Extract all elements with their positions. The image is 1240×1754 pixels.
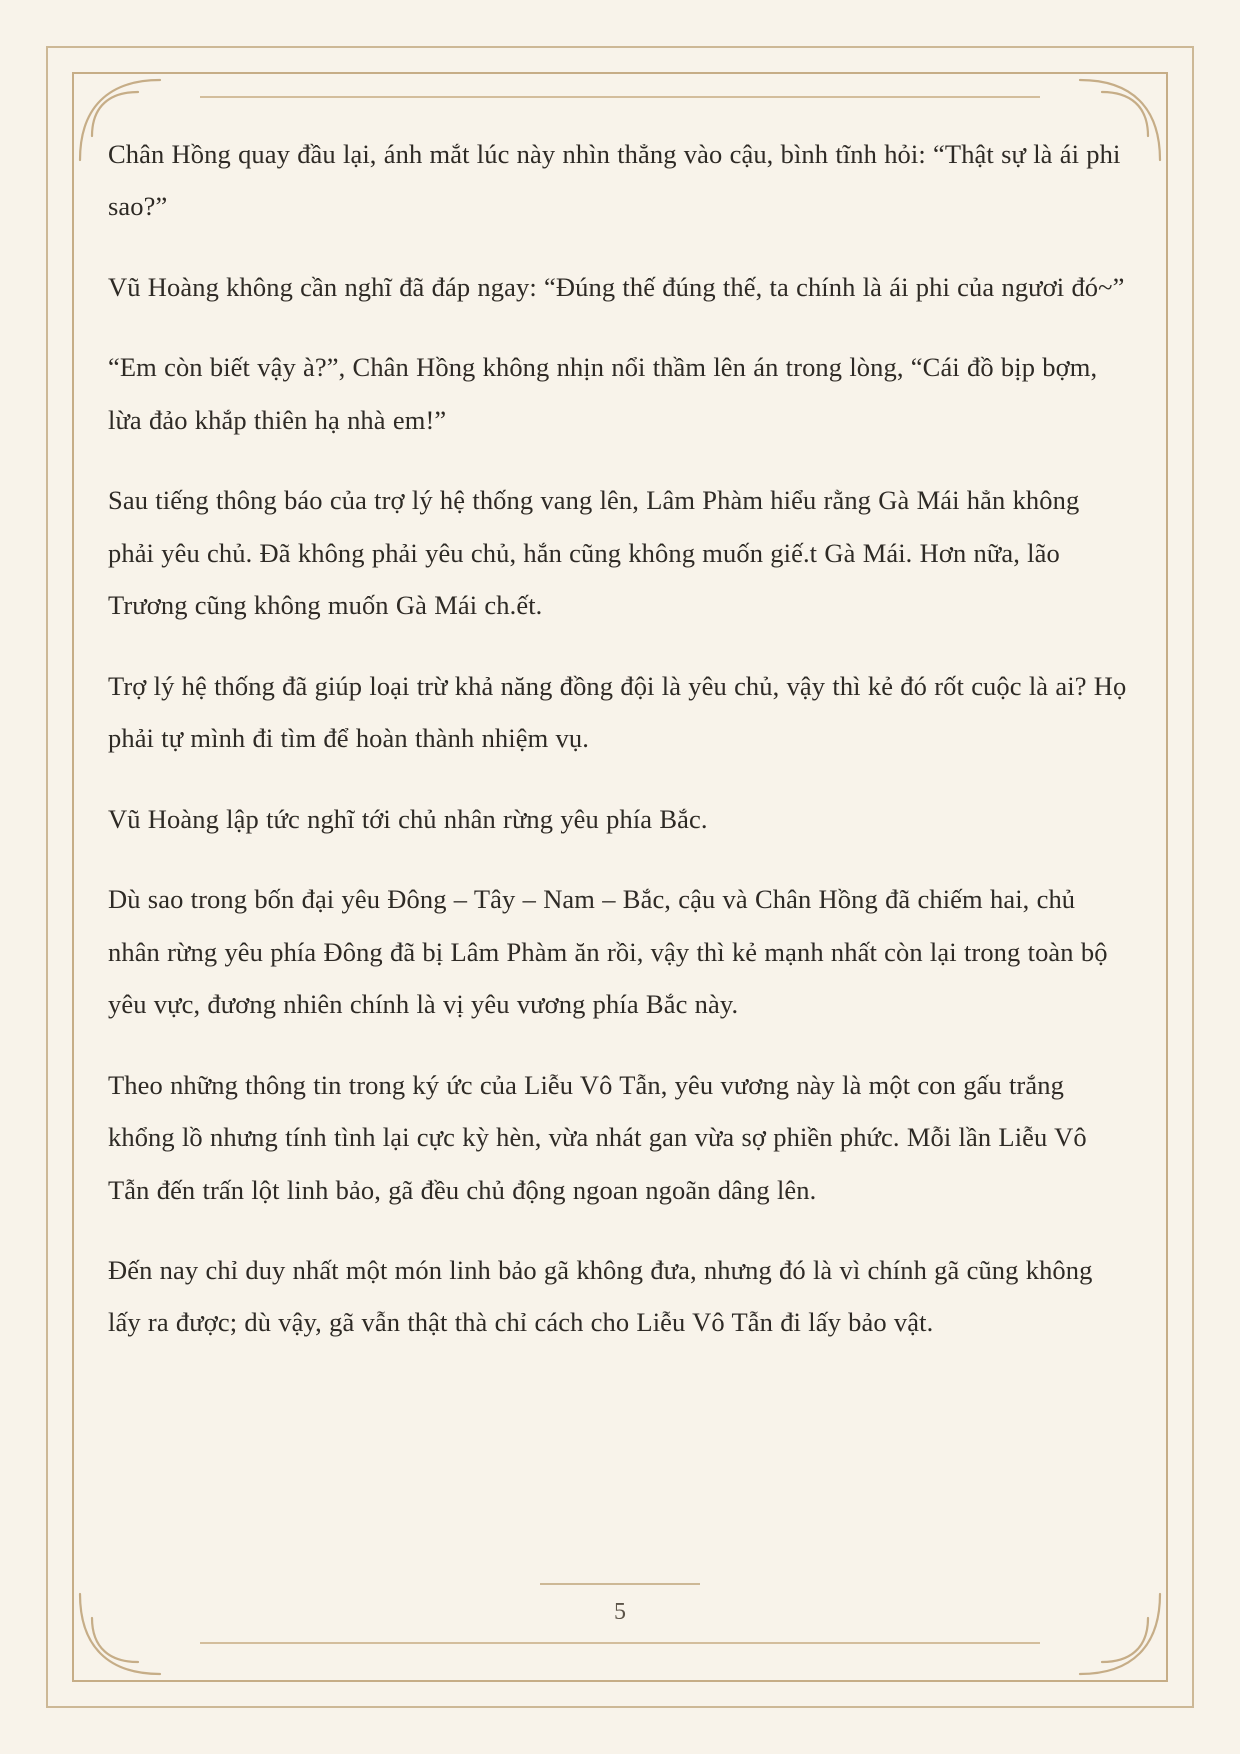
paragraph: Vũ Hoàng không cần nghĩ đã đáp ngay: “Đúng thế đúng thế, ta chính là ái phi của ngươi đó~”: [108, 271, 1125, 302]
paragraph: Sau tiếng thông báo của trợ lý hệ thống vang lên, Lâm Phàm hiểu rằng Gà Mái hẳn không phải yêu chủ. Đã không phải yêu chủ, hắn cũng không muốn giế.t Gà Mái. Hơn nữa, lão Trương cũng không muốn Gà Mái ch.ết.: [108, 485, 1080, 621]
paragraph: Vũ Hoàng lập tức nghĩ tới chủ nhân rừng yêu phía Bắc.: [108, 803, 708, 834]
paragraph: Đến nay chỉ duy nhất một món linh bảo gã không đưa, nhưng đó là vì chính gã cũng không lấy ra được; dù vậy, gã vẫn thật thà chỉ cách cho Liễu Vô Tẫn đi lấy bảo vật.: [108, 1254, 1093, 1338]
paragraph: Theo những thông tin trong ký ức của Liễu Vô Tẫn, yêu vương này là một con gấu trắng khổng lồ nhưng tính tình lại cực kỳ hèn, vừa nhát gan vừa sợ phiền phức. Mỗi lần Liễu Vô Tẫn đến trấn lột linh bảo, gã đều chủ động ngoan ngoãn dâng lên.: [108, 1069, 1087, 1205]
paragraph: Dù sao trong bốn đại yêu Đông – Tây – Nam – Bắc, cậu và Chân Hồng đã chiếm hai, chủ nhân rừng yêu phía Đông đã bị Lâm Phàm ăn rồi, vậy thì kẻ mạnh nhất còn lại trong toàn bộ yêu vực, đương nhiên chính là vị yêu vương phía Bắc này.: [108, 884, 1108, 1020]
page-footer: [0, 1583, 1240, 1626]
page-number: 5: [614, 1599, 626, 1625]
paragraph: Chân Hồng quay đầu lại, ánh mắt lúc này nhìn thẳng vào cậu, bình tĩnh hỏi: “Thật sự là ái phi sao?”: [108, 139, 1121, 222]
footer-divider: [540, 1583, 700, 1585]
paragraph: Trợ lý hệ thống đã giúp loại trừ khả năng đồng đội là yêu chủ, vậy thì kẻ đó rốt cuộc là ai? Họ phải tự mình đi tìm để hoàn thành nhiệm vụ.: [108, 670, 1127, 754]
paragraph: “Em còn biết vậy à?”, Chân Hồng không nhịn nổi thầm lên án trong lòng, “Cái đồ bịp bợm, lừa đảo khắp thiên hạ nhà em!”: [108, 352, 1098, 435]
page-body-text: [108, 128, 1132, 1604]
decorative-rule-bottom: [200, 1642, 1040, 1644]
decorative-rule-top: [200, 96, 1040, 98]
